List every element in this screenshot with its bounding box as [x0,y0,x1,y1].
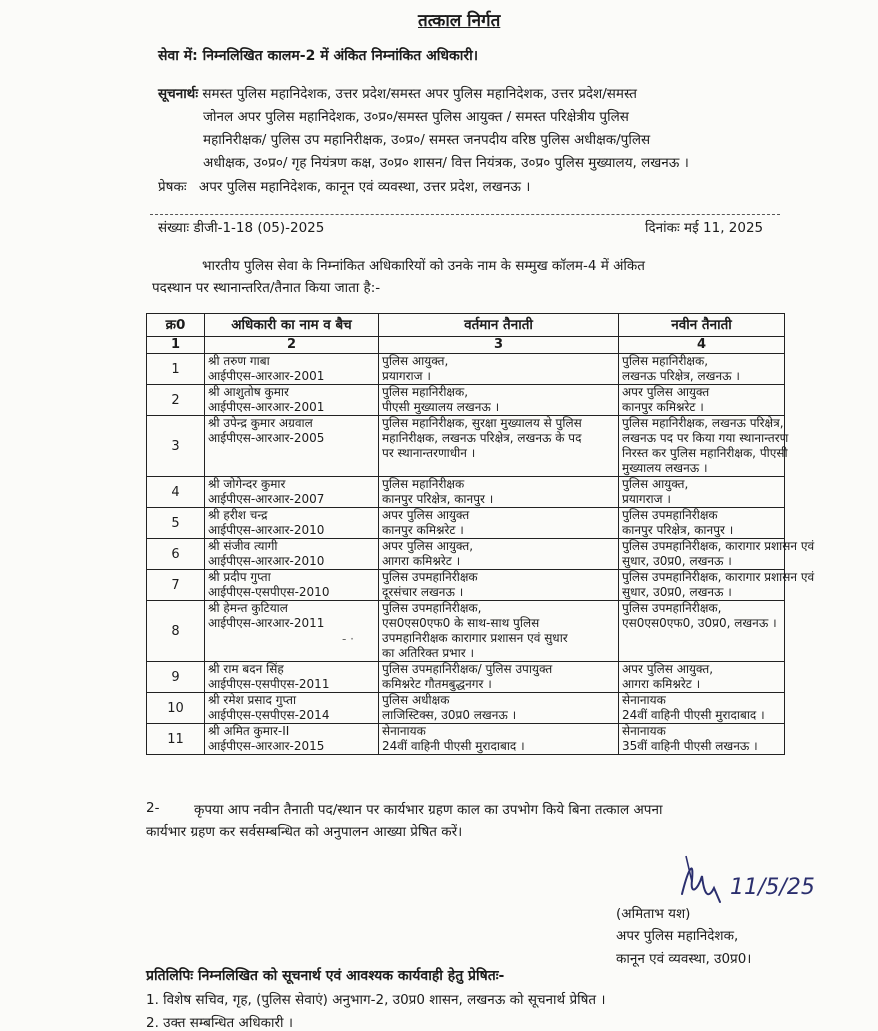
document-title: तत्काल निर्गत [418,11,501,31]
table-row [147,570,785,601]
new-posting-cell [619,416,789,477]
officer-cell-line: आईपीएस-एसपीएस-2010 [208,585,330,599]
current-posting-cell [379,570,619,601]
current-posting-cell-line: कानपुर कमिश्नरेट । [382,523,464,537]
current-posting-cell [379,477,619,508]
new-posting-cell-line: सेनानायक [622,693,666,707]
table-row [147,539,785,570]
current-posting-cell-line: उपमहानिरीक्षक कारागार प्रशासन एवं सुधार [382,631,568,645]
new-posting-cell-line: सुधार, उ0प्र0, लखनऊ । [622,585,732,599]
current-posting-cell-line: एस0एस0एफ0 के साथ-साथ पुलिस [382,616,540,630]
new-posting-cell [619,385,785,416]
officer-cell-line: श्री रमेश प्रसाद गुप्ता [208,693,297,707]
stray-mark: - · [342,632,354,646]
current-posting-cell-line: सेनानायक [382,724,426,738]
information-label: सूचनार्थः [158,86,199,102]
serial-cell: 6 [147,539,205,570]
current-posting-cell-line: पीएसी मुख्यालय लखनऊ । [382,400,500,414]
intro-paragraph-line-2: पदस्थान पर स्थानान्तरित/तैनात किया जाता है:- [152,280,381,296]
current-posting-cell [379,354,619,385]
officer-cell-line: आईपीएस-एसपीएस-2014 [208,708,330,722]
current-posting-cell [379,416,619,477]
new-posting-cell-line: पुलिस महानिरीक्षक, [622,354,709,368]
new-posting-cell-line: निरस्त कर पुलिस महानिरीक्षक, पीएसी [622,446,788,460]
officer-cell-line: आईपीएस-आरआर-2007 [208,492,325,506]
new-posting-cell-line: अपर पुलिस आयुक्त, [622,662,714,676]
new-posting-cell-line: पुलिस आयुक्त, [622,477,689,491]
table-row [147,416,785,477]
new-posting-cell-line: आगरा कमिश्नरेट । [622,677,701,691]
current-posting-cell-line: का अतिरिक्त प्रभार । [382,646,474,660]
column-number: 4 [619,337,785,354]
new-posting-cell-line: पुलिस उपमहानिरीक्षक, [622,601,722,615]
current-posting-cell-line: कमिश्नरेट गौतमबुद्धनगर । [382,677,492,691]
column-number: 2 [205,337,379,354]
current-posting-cell-line: अपर पुलिस आयुक्त, [382,539,474,553]
new-posting-cell-line: 24वीं वाहिनी पीएसी मुरादाबाद । [622,708,765,722]
officer-cell-line: श्री हरीश चन्द्र [208,508,268,522]
serial-cell: 9 [147,662,205,693]
new-posting-cell [619,601,785,662]
current-posting-cell-line: पुलिस उपमहानिरीक्षक, [382,601,482,615]
officer-cell [205,570,379,601]
divider [150,214,780,215]
signer-designation: अपर पुलिस महानिदेशक, [616,928,739,944]
serial-cell: 11 [147,724,205,755]
current-posting-cell-line: पुलिस उपमहानिरीक्षक [382,570,478,584]
current-posting-cell [379,693,619,724]
officer-cell-line: आईपीएस-आरआर-2001 [208,400,325,414]
new-posting-cell-line: अपर पुलिस आयुक्त [622,385,710,399]
new-posting-cell-line: मुख्यालय लखनऊ । [622,461,708,475]
paragraph-2-line-2: कार्यभार ग्रहण कर सर्वसम्बन्धित को अनुपालन आख्या प्रेषित करें। [146,824,463,840]
header-new-posting: नवीन तैनाती [619,314,785,337]
current-posting-cell-line: पुलिस महानिरीक्षक, [382,385,469,399]
officer-cell [205,416,379,477]
new-posting-cell-line: सुधार, उ0प्र0, लखनऊ । [622,554,732,568]
officer-cell-line: श्री अमित कुमार-II [208,724,290,738]
header-officer: अधिकारी का नाम व बैच [205,314,379,337]
officer-cell [205,662,379,693]
current-posting-cell-line: आगरा कमिश्नरेट । [382,554,461,568]
current-posting-cell-line: पुलिस महानिरीक्षक [382,477,465,491]
new-posting-cell-line: लखनऊ परिक्षेत्र, लखनऊ । [622,369,740,383]
current-posting-cell [379,662,619,693]
handwritten-signature [668,850,818,912]
officer-cell-line: आईपीएस-आरआर-2005 [208,431,325,445]
officer-cell [205,693,379,724]
new-posting-cell-line: सेनानायक [622,724,666,738]
table-row [147,354,785,385]
column-number-row [147,337,785,354]
header-current-posting: वर्तमान तैनाती [379,314,619,337]
new-posting-cell-line: एस0एस0एफ0, उ0प्र0, लखनऊ । [622,616,777,630]
table-row [147,477,785,508]
officer-cell-line: आईपीएस-आरआर-2015 [208,739,325,753]
new-posting-cell-line: पुलिस महानिरीक्षक, लखनऊ परिक्षेत्र, [622,416,784,430]
officer-cell-line: श्री संजीव त्यागी [208,539,278,553]
current-posting-cell-line: पुलिस अधीक्षक [382,693,450,707]
current-posting-cell-line: 24वीं वाहिनी पीएसी मुरादाबाद । [382,739,525,753]
officer-cell [205,477,379,508]
column-number: 1 [147,337,205,354]
reference-number: संख्याः डीजी-1-18 (05)-2025 [158,220,325,236]
current-posting-cell-line: पर स्थानान्तरणाधीन । [382,446,476,460]
current-posting-cell [379,385,619,416]
serial-cell: 4 [147,477,205,508]
new-posting-cell-line: कानपुर परिक्षेत्र, कानपुर । [622,523,734,537]
new-posting-cell [619,662,785,693]
current-posting-cell [379,539,619,570]
new-posting-cell [619,570,815,601]
new-posting-cell-line: 35वीं वाहिनी पीएसी लखनऊ । [622,739,758,753]
new-posting-cell-line: पुलिस उपमहानिरीक्षक, कारागार प्रशासन एवं [622,570,815,584]
officer-cell-line: श्री प्रदीप गुप्ता [208,570,271,584]
column-number: 3 [379,337,619,354]
intro-paragraph-line-1: भारतीय पुलिस सेवा के निम्नांकित अधिकारियों को उनके नाम के सम्मुख कॉलम-4 में अंकित [202,258,645,274]
serial-cell: 2 [147,385,205,416]
sender-block [158,177,530,195]
serial-cell: 7 [147,570,205,601]
signer-name: (अमिताभ यश) [616,906,691,922]
current-posting-cell-line: कानपुर परिक्षेत्र, कानपुर । [382,492,494,506]
signer-department: कानून एवं व्यवस्था, उ0प्र0। [616,951,752,967]
officer-cell [205,539,379,570]
new-posting-cell-line: पुलिस उपमहानिरीक्षक, कारागार प्रशासन एवं [622,539,815,553]
table-row [147,601,785,662]
new-posting-cell [619,477,785,508]
current-posting-cell-line: पुलिस उपमहानिरीक्षक/ पुलिस उपायुक्त [382,662,553,676]
new-posting-cell [619,693,785,724]
officer-cell [205,508,379,539]
new-posting-cell-line: लखनऊ पद पर किया गया स्थानान्तरण [622,431,789,445]
header-serial: क्र0 [147,314,205,337]
current-posting-cell-line: लाजिस्टिक्स, उ0प्र0 लखनऊ । [382,708,517,722]
current-posting-cell [379,724,619,755]
document-date: दिनांकः मई 11, 2025 [645,220,764,236]
current-posting-cell-line: प्रयागराज । [382,369,431,383]
new-posting-cell-line: कानपुर कमिश्नरेट । [622,400,704,414]
officer-cell-line: श्री आशुतोष कुमार [208,385,289,399]
information-block [158,84,637,102]
new-posting-cell-line: प्रयागराज । [622,492,671,506]
table-row [147,508,785,539]
information-line-1: समस्त पुलिस महानिदेशक, उत्तर प्रदेश/समस्त अपर पुलिस महानिदेशक, उत्तर प्रदेश/समस्त [202,86,637,102]
serial-cell: 8 [147,601,205,662]
copy-to-item-2: 2. उक्त सम्बन्धित अधिकारी । [146,1015,293,1031]
officer-cell-line: श्री उपेन्द्र कुमार अग्रवाल [208,416,313,430]
new-posting-cell [619,539,815,570]
officer-cell-line: श्री हेमन्त कुटियाल [208,601,288,615]
sender-text: अपर पुलिस महानिदेशक, कानून एवं व्यवस्था, उत्तर प्रदेश, लखनऊ । [198,179,531,195]
serial-cell: 1 [147,354,205,385]
table-row [147,385,785,416]
table-row [147,662,785,693]
new-posting-cell [619,508,785,539]
copy-to-item-1: 1. विशेष सचिव, गृह, (पुलिस सेवाएं) अनुभाग-2, उ0प्र0 शासन, लखनऊ को सूचनार्थ प्रेषित । [146,992,606,1008]
officer-cell [205,601,379,662]
table-header-row [147,314,785,337]
current-posting-cell-line: दूरसंचार लखनऊ । [382,585,464,599]
sender-label: प्रेषकः [158,179,187,195]
current-posting-cell-line: महानिरीक्षक, लखनऊ परिक्षेत्र, लखनऊ के पद [382,431,582,445]
officer-cell-line: आईपीएस-आरआर-2001 [208,369,325,383]
officer-cell [205,724,379,755]
transfer-table [146,313,815,755]
current-posting-cell-line: अपर पुलिस आयुक्त [382,508,470,522]
table-row [147,693,785,724]
current-posting-cell-line: पुलिस आयुक्त, [382,354,449,368]
officer-cell-line: श्री जोगेन्दर कुमार [208,477,286,491]
new-posting-cell [619,724,785,755]
paragraph-2-line-1: कृपया आप नवीन तैनाती पद/स्थान पर कार्यभार ग्रहण काल का उपभोग किये बिना तत्काल अपना [194,802,663,818]
addressee-line: सेवा में: निम्नलिखित कालम-2 में अंकित निम्नांकित अधिकारी। [158,48,479,64]
table-row [147,724,785,755]
serial-cell: 3 [147,416,205,477]
new-posting-cell [619,354,785,385]
new-posting-cell-line: पुलिस उपमहानिरीक्षक [622,508,718,522]
officer-cell-line: आईपीएस-आरआर-2011 [208,616,325,630]
paragraph-2-number: 2- [146,800,160,816]
officer-cell-line: आईपीएस-एसपीएस-2011 [208,677,330,691]
information-line-4: अधीक्षक, उ०प्र०/ गृह नियंत्रण कक्ष, उ०प्र० शासन/ वित्त नियंत्रक, उ०प्र० पुलिस मुख्यालय, लखनऊ । [203,155,689,171]
signature-date: 11/5/25 [730,875,815,900]
information-line-3: महानिरीक्षक/ पुलिस उप महानिरीक्षक, उ०प्र०/ समस्त जनपदीय वरिष्ठ पुलिस अधीक्षक/पुलिस [203,132,651,148]
officer-cell-line: आईपीएस-आरआर-2010 [208,554,325,568]
table-body [147,354,815,755]
current-posting-cell [379,508,619,539]
serial-cell: 10 [147,693,205,724]
information-line-2: जोनल अपर पुलिस महानिदेशक, उ०प्र०/समस्त पुलिस आयुक्त / समस्त परिक्षेत्रीय पुलिस [203,109,629,125]
officer-cell [205,385,379,416]
copy-to-heading: प्रतिलिपिः निम्नलिखित को सूचनार्थ एवं आवश्यक कार्यवाही हेतु प्रेषितः- [146,968,505,984]
serial-cell: 5 [147,508,205,539]
officer-cell-line: आईपीएस-आरआर-2010 [208,523,325,537]
officer-cell-line: श्री तरुण गाबा [208,354,270,368]
officer-cell-line: श्री राम बदन सिंह [208,662,284,676]
current-posting-cell-line: पुलिस महानिरीक्षक, सुरक्षा मुख्यालय से पुलिस [382,416,582,430]
officer-cell [205,354,379,385]
current-posting-cell [379,601,619,662]
